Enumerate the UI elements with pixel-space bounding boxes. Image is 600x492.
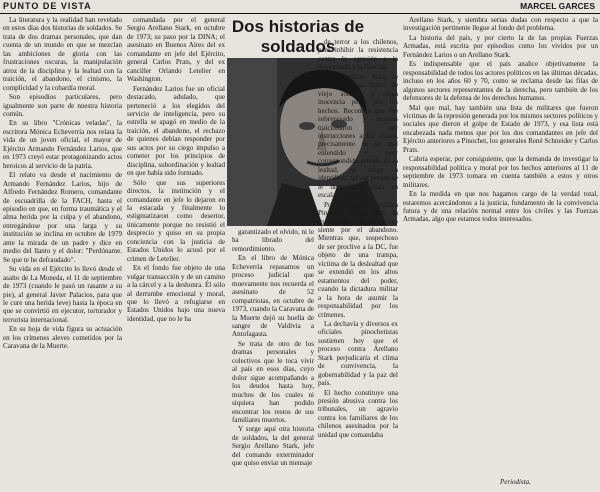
paragraph: garantizado el olvido, ni le ha librado del remordimiento. (232, 228, 314, 253)
paragraph: Se trata de otro de los dramas personales y colectivos que le toca vivir al país en esos días, cuyo dolor sigue acompañando a los deudos hasta hoy, muchos de los cuales ni siquiera han podido encontrar los restos de sus familiares muertos. (232, 339, 314, 424)
paragraph: Sólo que sus superiores directos, la institución y el comandante en jefe lo dejaron en la estacada y finalmente lo estigmatizaron como desertor, únicamente porque no resistió el desprecio y quiso en su propia conciencia con la justicia de Estados Unidos lo acusó por el crimen de Letelier. (127, 178, 225, 263)
paragraph: Y surge aquí otra historia de soldados, la del general Sergio Arellano Stark, jefe del comando exterminador que quiso enviar un mensaje (232, 425, 314, 468)
paragraph: La literatura y la realidad han revelado en estos días dos historias de soldados. Se trata de dos dramas personales, que dan cuenta de un mundo en que se mezclan las ambiciones de gloria con las frustraciones oscuras, la manipulación atroz de la disciplina y la lealtad con la traición, el abandono, el cinismo, la complicidad y la cobardía moral. (3, 16, 122, 92)
paragraph: El relato va desde el nacimiento de Armando Fernández Larios, hijo de Alfredo Fernández Romero, comandante de escuadrilla de la FACH, hasta el episodio en que, en forma traumática y el alma herida por la culpa y el abandono, entregándose por una larga y su institución se inclina en octubre de 1979 ante la mirada de un padre y dice en medio del llanto y el dolor: "Perdóname. Se que te he defraudado". (3, 171, 122, 264)
column-3 (232, 228, 314, 492)
paragraph: La dechavía y diversos ex oficiales pinochetistas sostienen hoy que el proceso contra Arellano Stark perjudicaría el clima de convivencia, la gobernabilidad y la paz del país. (318, 319, 398, 388)
paragraph: de terror a los chilenos, para inhibir la resistencia contra la agresión a la democracia y la libertad. (318, 38, 398, 72)
headline: Dos historias de soldados (231, 17, 365, 56)
column-2 (127, 16, 225, 492)
paragraph: Su vida en el Ejército lo llevó desde el asalto de La Moneda, el 11 de septiembre de 1973 (cuando le pasó un rasante a su pie), al general Javier Palacios, para que le cure una herida leve) hasta la época en que se convirtió en ejecutor, torturador y terrorista internacional. (3, 265, 122, 324)
paragraph: Son episodios particulares, pero igualmente son parte de nuestra historia común. (3, 93, 122, 118)
author-byline: MARCEL GARCES (520, 1, 595, 11)
section-title: PUNTO DE VISTA (3, 1, 92, 11)
paragraph: Fernández Larios fue un oficial destacado, adulado, que perteneció a los elegidos del servicio de inteligencia, pero su estrella se apagó en medio de la traición, el abandono, el rechazo de quienes debían responder por sus actos por su ciego impulso a cometer por los principios de disciplina, subordinación y lealtad en que había sido formado. (127, 84, 225, 178)
paragraph: La historia del país, y por cierto la de las propias Fuerzas Armadas, está escrita por episodios como los vividos por un Fernández Larios o un Arellano Stark. (403, 33, 598, 59)
paragraph: comandada por el general Sergio Arellano Stark, en octubre de 1973; su paso por la DINA; el asesinato en Buenos Aires del ex comandante en jefe del Ejército, general Carlos Prats, y del ex canciller Orlando Letelier en Washington. (127, 16, 225, 84)
paragraph: Es indispensable que el país analice objetivamente la responsabilidad de todos los actores políticos en las últimas décadas, incluso en los años 60 y 70, como se reclama desde las filas de algunos sectores representantes de la derecha, pero también de los defensores de la defensa de los derechos humanos. (403, 60, 598, 103)
column-5 (403, 16, 598, 476)
paragraph: En el fondo fue objeto de una vulgar transacción y de un camino a la cárcel y a la deshonra. Él sólo al derrumbe emocional y moral, que lo llevó a refugiarse en Estados Unidos bajo una nueva identidad, que no le ha (127, 264, 225, 323)
paragraph: En la medida en que nos hagamos cargo de la verdad total, estaremos acercándonos a la justicia, fundamento de la convivencia futura y de una relación normal entre los civiles y las Fuerzas Armadas, algo que estamos todos interesados. (403, 190, 598, 224)
paragraph: En su libro "Crónicas veladas", la escritora Mónica Echeverría nos relata la vida de un joven oficial, el mayor de Ejército Armando Fernández Larios, que en 1973 creyó estar protagonizando actos heroicos al servicio de la patria. (3, 119, 122, 170)
paragraph: Cabría esperar, por consiguiente, que la demanda de investigar la responsabilidad política y moral por los hechos anteriores al 11 de septiembre de 1973 tomara en cuenta también a estos y otros militares. (403, 155, 598, 189)
paragraph: El hecho constituye una presión abusiva contra los tribunales, un agravio contra los familiares de los chilenos asesinados por la unidad que comandaba (318, 388, 398, 439)
section-header-bar (0, 0, 600, 14)
paragraph: Mal que mal, hay también una lista de militares que fueron víctimas de la represión generada por los mismos sectores políticos y sociales que dieron el golpe de Estado de 1973, y esa lista está encabezada nada menos que por los dos comandantes en jefe del Ejército anteriores a Pinochet, los generales René Schneider y Carlos Prats. (403, 103, 598, 154)
paragraph: Arellano Stark, y siembra serias dudas con respecto a que la investigación pertinente llegue al fondo del problema. (403, 16, 598, 33)
column-4 (318, 38, 398, 492)
paragraph: En el libro de Mónica Echeverría repasamos un proceso judicial que muevamente nos recuerda el asesinato de 52 compatriotas, en octubre de 1973, cuando la Caravana de la Muerte dejó su huella de sangre de Valdivia a Antofagasta. (232, 254, 314, 339)
paragraph: Hoy Arellano Stark se parapeta en su honor de viejo soldado y alega inocencia penal por los hechos. Reconoce que fue sobrepasado y quienes traicionaron por instrucciones a las cuales, precisamente en su mal entendido y peor correspondido sentido de la lealtad, se niega a identificar, tal vez porque se le derrumbaría toda su escala de valores. (318, 72, 398, 200)
column-1 (3, 16, 122, 492)
paragraph: En su hoja de vida figura su actuación en los crímenes aleves cometidos por la Caravana de la Muerte. (3, 325, 122, 351)
paragraph: Por la carta que le envió a Pinochet revela toda la frustración y el dolor que siente por el abandono. Mientras que, sospechoso de ser proclive a la DC, fue objeto de una trampa, víctima de la deslealtad que se extendió en los altos estamentos del poder, cuando la dictadura militar a la hora de asumir la responsabilidad por los crímenes. (318, 200, 398, 319)
footer-note: Periodista. (500, 478, 531, 486)
